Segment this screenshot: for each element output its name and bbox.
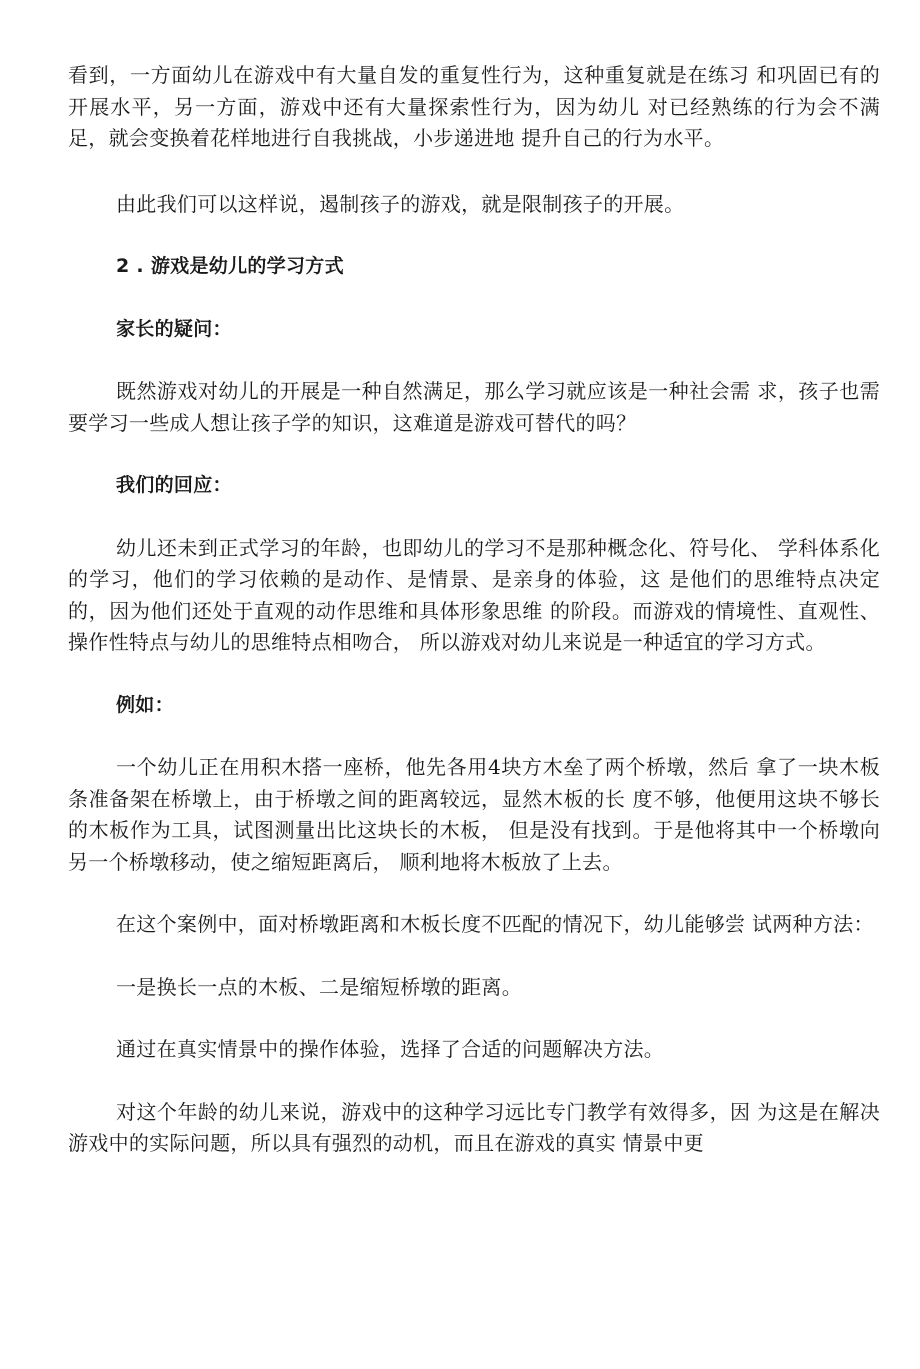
paragraph-6: 在这个案例中，面对桥墩距离和木板长度不匹配的情况下，幼儿能够尝 试两种方法： <box>116 912 874 936</box>
paragraph-2: 由此我们可以这样说，遏制孩子的游戏，就是限制孩子的开展。 <box>116 191 685 216</box>
paragraph-8: 通过在真实情景中的操作体验，选择了合适的问题解决方法。 <box>116 1037 665 1061</box>
paragraph-9: 对这个年龄的幼儿来说，游戏中的这种学习远比专门教学有效得多，因 为这是在解决游戏中的实际问题，所以具有强烈的动机，而且在游戏的真实 情景中更 <box>68 1099 880 1155</box>
section-heading: 2 . 游戏是幼儿的学习方式 <box>116 255 344 277</box>
paragraph-7: 一是换长一点的木板、二是缩短桥墩的距离。 <box>116 974 522 999</box>
document-page <box>68 60 880 1160</box>
example-heading: 例如： <box>116 693 174 716</box>
our-response-heading: 我们的回应： <box>116 474 232 496</box>
paragraph-5: 一个幼儿正在用积木搭一座桥，他先各用4块方木垒了两个桥墩，然后 拿了一块木板条准备架在桥墩上，由于桥墩之间的距离较远，显然木板的长 度不够，他便用这块不够长的木板作为工具，试图测量出比这块长的木板， 但是没有找到。于是他将其中一个桥墩向另一个桥墩移动，使之缩短距离后， 顺利地将木板放了上去。 <box>68 755 880 874</box>
parent-question-heading: 家长的疑问： <box>116 317 232 340</box>
paragraph-4: 幼儿还未到正式学习的年龄，也即幼儿的学习不是那种概念化、符号化、 学科体系化的学习，他们的学习依赖的是动作、是情景、是亲身的体验，这 是他们的思维特点决定的，因为他们还处于直观的动作思维和具体形象思维 的阶段。而游戏的情境性、直观性、操作性特点与幼儿的思维特点相吻合， 所以游戏对幼儿来说是一种适宜的学习方式。 <box>68 535 880 654</box>
paragraph-3: 既然游戏对幼儿的开展是一种自然满足，那么学习就应该是一种社会需 求，孩子也需要学习一些成人想让孩子学的知识，这难道是游戏可替代的吗？ <box>68 379 880 435</box>
paragraph-1: 看到，一方面幼儿在游戏中有大量自发的重复性行为，这种重复就是在练习 和巩固已有的开展水平，另一方面，游戏中还有大量探索性行为，因为幼儿 对已经熟练的行为会不满足，就会变换着花样地进行自我挑战，小步递进地 提升自己的行为水平。 <box>68 63 880 150</box>
